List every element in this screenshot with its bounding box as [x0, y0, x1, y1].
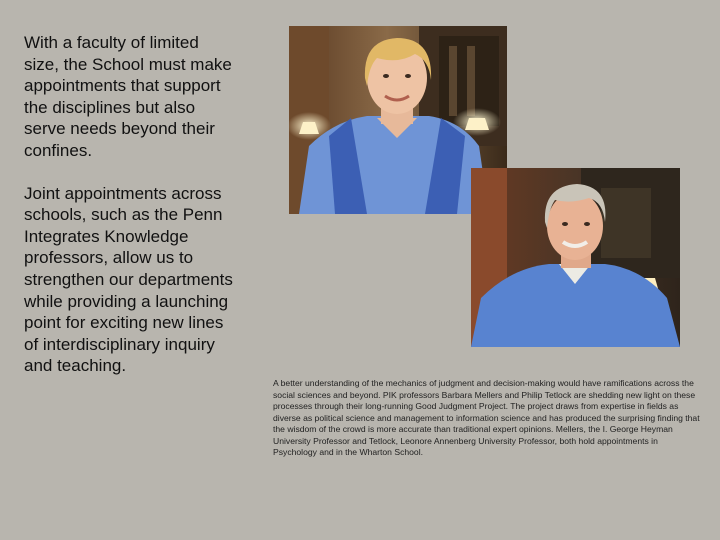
paragraph-faculty: With a faculty of limited size, the School must make appointments that support the disciplines but also serve needs beyond their confines.: [24, 33, 232, 160]
paragraph-joint-appointments: Joint appointments across schools, such as the Penn Integrates Knowledge professors, allow us to strengthen our departments while providing a launching point for exciting new lines of interdisciplinary inquiry and teaching.: [24, 183, 233, 376]
body-text: [24, 32, 234, 398]
photo-philip-tetlock: [471, 168, 680, 347]
photo-caption: A better understanding of the mechanics of judgment and decision-making would have ramifications across the social sciences and beyond. PIK professors Barbara Mellers and Philip Tetlock are shedding new light on these processes through their long-running Good Judgment Project. The project draws from expertise in fields as diverse as political science and management to information science and has produced the surprising finding that the wisdom of the crowd is more accurate than traditional expert opinions. Mellers, the I. George Heyman University Professor and Tetlock, Leonore Annenberg University Professor, both hold appointments in Psychology and in the Wharton School.: [273, 378, 700, 457]
